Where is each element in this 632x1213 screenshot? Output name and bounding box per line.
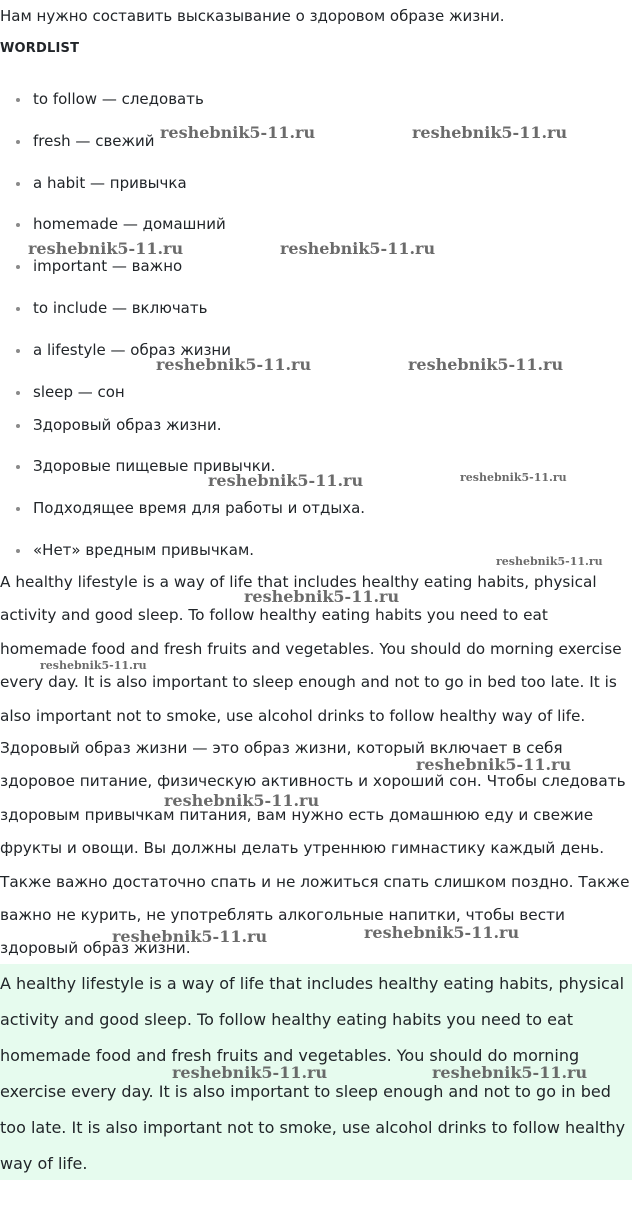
watermark: reshebnik5-11.ru bbox=[156, 355, 312, 374]
watermark: reshebnik5-11.ru bbox=[40, 659, 147, 672]
watermark: reshebnik5-11.ru bbox=[112, 927, 268, 946]
watermark: reshebnik5-11.ru bbox=[408, 355, 564, 374]
list-item: fresh — свежий bbox=[0, 130, 632, 172]
list-item: Подходящее время для работы и отдыха. bbox=[0, 497, 632, 539]
answer-paragraph: A healthy lifestyle is a way of life that includes healthy eating habits, physical activity and good sleep. To follow healthy eating habits you need to eat homemade food and fresh fruits and vegetables. You should do morning exercise every day. It is also important to sleep enough and not to go in bed too late. It is also important not to smoke, use alcohol drinks to follow healthy way of life. bbox=[0, 974, 626, 1173]
watermark: reshebnik5-11.ru bbox=[460, 471, 567, 484]
list-item: to follow — следовать bbox=[0, 88, 632, 130]
list-item: Здоровые пищевые привычки. bbox=[0, 455, 632, 497]
watermark: reshebnik5-11.ru bbox=[496, 555, 603, 568]
watermark: reshebnik5-11.ru bbox=[160, 123, 316, 142]
watermark: reshebnik5-11.ru bbox=[244, 587, 400, 606]
watermark: reshebnik5-11.ru bbox=[172, 1063, 328, 1082]
watermark: reshebnik5-11.ru bbox=[412, 123, 568, 142]
list-item: Здоровый образ жизни. bbox=[0, 414, 632, 456]
watermark: reshebnik5-11.ru bbox=[28, 239, 184, 258]
list-item: a habit — привычка bbox=[0, 172, 632, 214]
list-item: sleep — сон bbox=[0, 381, 632, 414]
list-item: a lifestyle — образ жизни bbox=[0, 339, 632, 381]
wordlist-heading: WORDLIST bbox=[0, 41, 80, 56]
paragraph-english: A healthy lifestyle is a way of life that includes healthy eating habits, physical activity and good sleep. To follow healthy eating habits you need to eat homemade food and fresh fruits and vegetables. You should do morning exercise every day. It is also important to sleep enough and not to go in bed too late. It is also important not to smoke, use alcohol drinks to follow healthy way of life. bbox=[0, 573, 622, 725]
watermark: reshebnik5-11.ru bbox=[432, 1063, 588, 1082]
list-item: homemade — домашний bbox=[0, 213, 632, 255]
list-item: to include — включать bbox=[0, 297, 632, 339]
paragraph-russian: Здоровый образ жизни — это образ жизни, который включает в себя здоровое питание, физическую активность и хороший сон. Чтобы следовать здоровым привычкам питания, вам нужно есть домашнюю еду и свежие фрукты и овощи. Вы должны делать утреннюю гимнастику каждый день. Также важно достаточно спать и не ложиться спать слишком поздно. Также важно не курить, не употреблять алкогольные напитки, чтобы вести здоровый образ жизни. bbox=[0, 739, 630, 958]
list-item: «Нет» вредным привычкам. bbox=[0, 539, 632, 581]
watermark: reshebnik5-11.ru bbox=[416, 755, 572, 774]
watermark: reshebnik5-11.ru bbox=[164, 791, 320, 810]
list-item: important — важно bbox=[0, 255, 632, 297]
wordlist bbox=[0, 88, 632, 581]
watermark: reshebnik5-11.ru bbox=[364, 923, 520, 942]
intro-text: Нам нужно составить высказывание о здоровом образе жизни. bbox=[0, 7, 505, 25]
watermark: reshebnik5-11.ru bbox=[280, 239, 436, 258]
watermark: reshebnik5-11.ru bbox=[208, 471, 364, 490]
